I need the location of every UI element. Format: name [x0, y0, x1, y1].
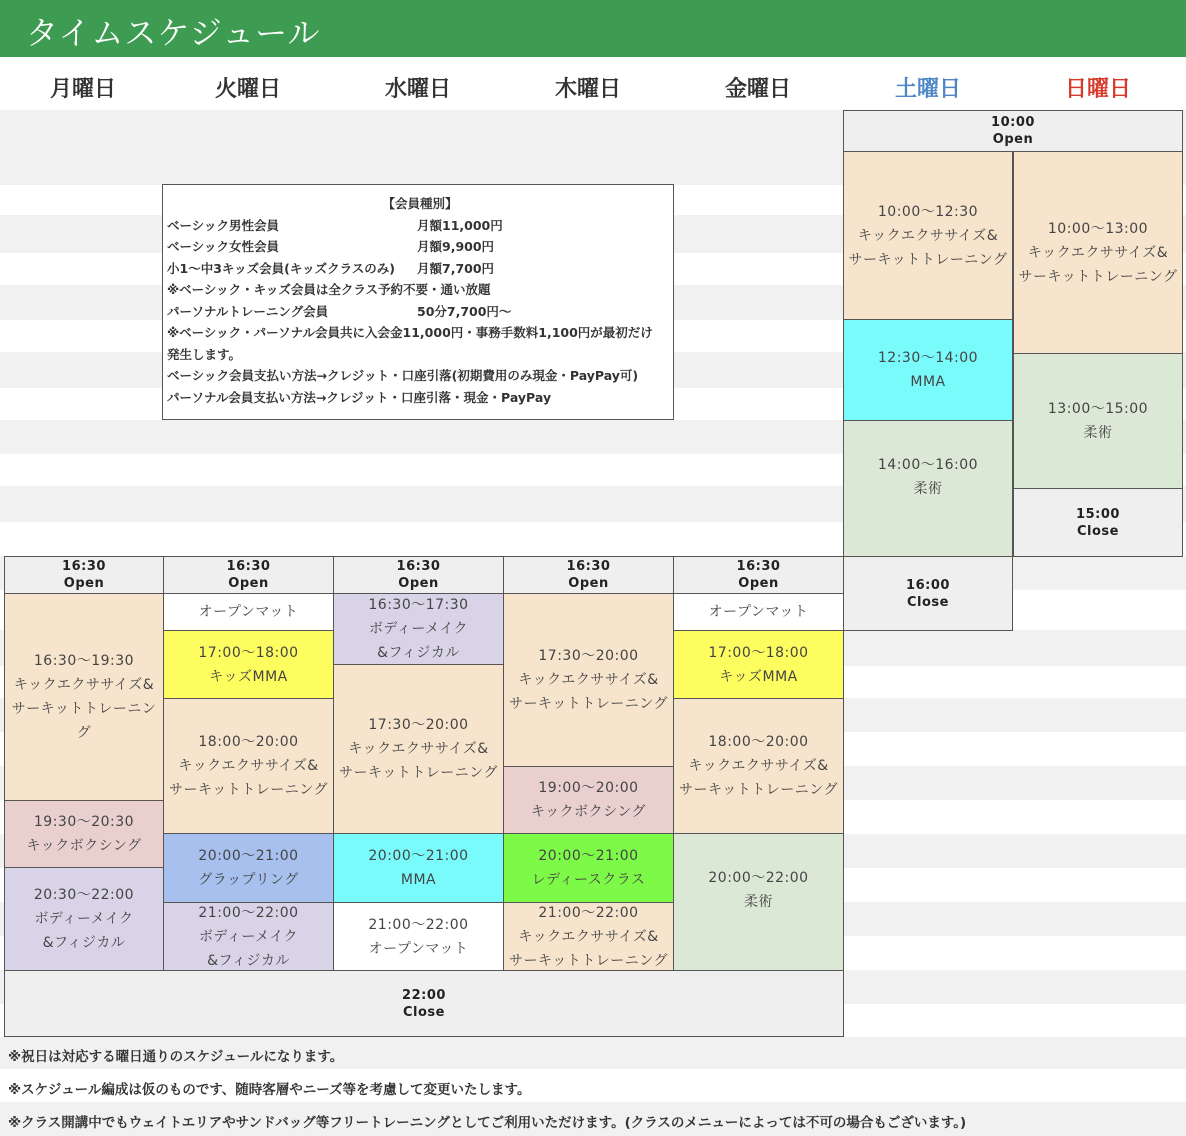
class-name: 柔術 — [913, 480, 943, 497]
day-header-tuesday: 火曜日 — [214, 77, 281, 102]
class-block-sat-jiujitsu — [843, 420, 1013, 557]
membership-title: 【会員種別】 — [382, 196, 458, 211]
class-time: 10:00〜12:30 — [877, 203, 979, 220]
class-name: キックエクササイズ& — [518, 672, 659, 688]
membership-name: 小1〜中3キッズ会員(キッズクラスのみ) — [167, 260, 395, 276]
class-name: キックエクササイズ& — [857, 227, 999, 244]
membership-price: 50分7,700円〜 — [417, 303, 512, 319]
membership-price: 月額11,000円 — [417, 217, 503, 233]
class-name: 柔術 — [744, 894, 773, 910]
open-time: 16:30 — [226, 559, 271, 574]
membership-name: ベーシック女性会員 — [167, 239, 280, 254]
class-name: ボディーメイク — [368, 621, 469, 637]
class-name: ボディーメイク — [198, 928, 299, 945]
tuesday-open-cell — [163, 556, 334, 594]
class-name: サーキットトレーニング — [679, 782, 838, 798]
class-block-thu-kick — [503, 593, 674, 767]
membership-row — [167, 301, 673, 323]
membership-info-box — [162, 184, 674, 420]
membership-price: 月額7,700円 — [417, 260, 495, 276]
class-block-tue-kidsmma — [163, 630, 334, 699]
weekday-close-cell — [4, 970, 844, 1037]
saturday-close-cell — [843, 556, 1013, 631]
page-header — [0, 0, 1186, 57]
note-schedule-change: ※スケジュール編成は仮のものです、随時客層やニーズ等を考慮して変更いたします。 — [8, 1082, 531, 1098]
class-time: 20:00〜21:00 — [198, 848, 299, 864]
open-time: 10:00 — [991, 115, 1035, 130]
day-header-saturday: 土曜日 — [894, 77, 961, 102]
note-holiday: ※祝日は対応する曜日通りのスケジュールになります。 — [8, 1049, 344, 1065]
class-name: サーキットトレーニング — [848, 251, 1008, 268]
class-name: サーキットトレーニン — [11, 701, 157, 717]
class-name: MMA — [400, 872, 437, 888]
membership-price: 月額9,900円 — [417, 239, 495, 254]
day-header-sunday: 日曜日 — [1064, 77, 1131, 102]
monday-open-cell — [4, 556, 164, 594]
class-time: 18:00〜20:00 — [198, 734, 299, 750]
page-title: タイムスケジュール — [26, 14, 321, 52]
class-name: キッズMMA — [209, 668, 288, 685]
thursday-open-cell — [503, 556, 674, 594]
class-name: レディースクラス — [531, 872, 646, 888]
class-time: 17:00〜18:00 — [708, 644, 809, 661]
close-time: 16:00 — [906, 577, 950, 593]
class-name: &フィジカル — [377, 645, 460, 661]
class-block-sun-kick — [1013, 151, 1183, 354]
class-block-thu-ladies — [503, 833, 674, 903]
class-name: キッズMMA — [719, 668, 798, 685]
open-time: 16:30 — [566, 559, 611, 574]
open-time: 16:30 — [62, 559, 106, 574]
open-time: 16:30 — [736, 559, 781, 574]
class-name: オープンマット — [198, 604, 299, 620]
day-header-monday: 月曜日 — [49, 77, 116, 102]
class-block-thu-kick-late — [503, 902, 674, 971]
class-name: キックエクササイズ& — [13, 677, 155, 693]
class-block-wed-openmat — [333, 902, 504, 971]
class-name: オープンマット — [368, 940, 469, 957]
day-header-wednesday: 水曜日 — [384, 77, 451, 102]
class-block-thu-kickboxing — [503, 766, 674, 834]
class-time: 17:30〜20:00 — [538, 648, 639, 664]
class-name: キックエクササイズ& — [348, 741, 489, 757]
day-header-friday: 金曜日 — [724, 77, 791, 102]
open-time: 16:30 — [396, 559, 441, 574]
membership-note: 発生します。 — [167, 346, 242, 362]
open-label: Open — [738, 576, 779, 591]
class-time: 13:00〜15:00 — [1047, 401, 1149, 417]
class-time: 19:30〜20:30 — [33, 814, 135, 830]
class-name: サーキットトレーニング — [169, 782, 328, 798]
class-name: サーキットトレーニング — [509, 952, 668, 969]
class-block-sun-jiujitsu — [1013, 353, 1183, 489]
class-block-wed-bodymake — [333, 593, 504, 665]
close-label: Close — [907, 594, 949, 610]
membership-name: ベーシック男性会員 — [167, 217, 280, 233]
class-name: サーキットトレーニング — [509, 696, 668, 712]
class-time: 21:00〜22:00 — [198, 904, 299, 921]
class-time: 16:30〜17:30 — [368, 597, 469, 613]
class-block-tue-kick — [163, 698, 334, 834]
class-block-mon-kickboxing — [4, 800, 164, 868]
close-label: Close — [1077, 523, 1119, 539]
membership-name: パーソナルトレーニング会員 — [167, 303, 329, 319]
class-name: キックボクシング — [26, 838, 142, 854]
class-time: 20:00〜22:00 — [708, 870, 809, 886]
membership-row — [167, 215, 673, 237]
class-name: キックボクシング — [530, 804, 647, 820]
payment-method-personal: パーソナル会員支払い方法→クレジット・口座引落・現金・PayPay — [167, 389, 552, 405]
class-block-tue-openmat — [163, 593, 334, 631]
class-block-fri-jiujitsu — [673, 833, 844, 971]
class-name: グラップリング — [198, 872, 299, 888]
class-time: 17:00〜18:00 — [198, 644, 299, 661]
class-time: 14:00〜16:00 — [877, 456, 979, 473]
close-time: 15:00 — [1076, 506, 1120, 522]
class-name: ボディーメイク — [34, 911, 134, 927]
payment-method-basic: ベーシック会員支払い方法→クレジット・口座引落(初期費用のみ現金・PayPay可) — [167, 368, 639, 383]
class-block-tue-grappling — [163, 833, 334, 903]
open-label: Open — [398, 576, 439, 591]
membership-note: ※ベーシック・パーソナル会員共に入会金11,000円・事務手数料1,100円が最初だけ — [167, 325, 653, 340]
class-time: 16:30〜19:30 — [33, 653, 135, 669]
close-time: 22:00 — [402, 987, 446, 1003]
open-label: Open — [992, 132, 1034, 147]
note-free-training: ※クラス開講中でもウェイトエリアやサンドバッグ等フリートレーニングとしてご利用いただけます。(クラスのメニューによっては不可の場合もございます。) — [8, 1115, 967, 1131]
class-block-mon-kick — [4, 593, 164, 801]
open-label: Open — [568, 576, 609, 591]
class-name: &フィジカル — [42, 935, 126, 951]
class-name: MMA — [910, 374, 946, 390]
open-label: Open — [63, 576, 105, 591]
class-name: キックエクササイズ& — [178, 758, 319, 774]
class-time: 21:00〜22:00 — [538, 904, 639, 921]
class-name: 柔術 — [1083, 425, 1113, 441]
class-name: キックエクササイズ& — [688, 758, 829, 774]
class-name: キックエクササイズ& — [518, 928, 659, 945]
class-name: &フィジカル — [207, 952, 290, 969]
open-label: Open — [228, 576, 269, 591]
class-block-mon-bodymake — [4, 867, 164, 971]
class-block-fri-openmat — [673, 593, 844, 631]
class-block-wed-kick — [333, 664, 504, 834]
class-time: 20:30〜22:00 — [33, 887, 135, 903]
class-block-fri-kick — [673, 698, 844, 834]
membership-row — [167, 236, 673, 258]
class-time: 12:30〜14:00 — [877, 350, 979, 366]
wednesday-open-cell — [333, 556, 504, 594]
class-time: 20:00〜21:00 — [368, 848, 469, 864]
class-block-tue-bodymake — [163, 902, 334, 971]
class-block-sat-mma — [843, 319, 1013, 421]
class-block-wed-mma — [333, 833, 504, 903]
class-time: 18:00〜20:00 — [708, 734, 809, 750]
class-block-fri-kidsmma — [673, 630, 844, 699]
friday-open-cell — [673, 556, 844, 594]
class-time: 19:00〜20:00 — [538, 780, 639, 796]
class-name: サーキットトレーニング — [339, 765, 498, 781]
class-name: サーキットトレーニング — [1018, 268, 1178, 285]
class-time: 20:00〜21:00 — [538, 848, 639, 864]
membership-note: ※ベーシック・キッズ会員は全クラス予約不要・通い放題 — [167, 282, 491, 297]
membership-row — [167, 258, 673, 280]
class-name: グ — [76, 725, 92, 741]
day-header-thursday: 木曜日 — [554, 77, 621, 102]
class-time: 21:00〜22:00 — [368, 916, 469, 933]
class-name: オープンマット — [708, 604, 809, 620]
weekend-open-cell — [843, 110, 1183, 152]
sunday-close-cell — [1013, 488, 1183, 557]
class-name: キックエクササイズ& — [1027, 244, 1169, 261]
close-label: Close — [403, 1004, 445, 1020]
class-time: 17:30〜20:00 — [368, 717, 469, 733]
class-time: 10:00〜13:00 — [1047, 220, 1149, 237]
class-block-sat-kick — [843, 151, 1013, 320]
